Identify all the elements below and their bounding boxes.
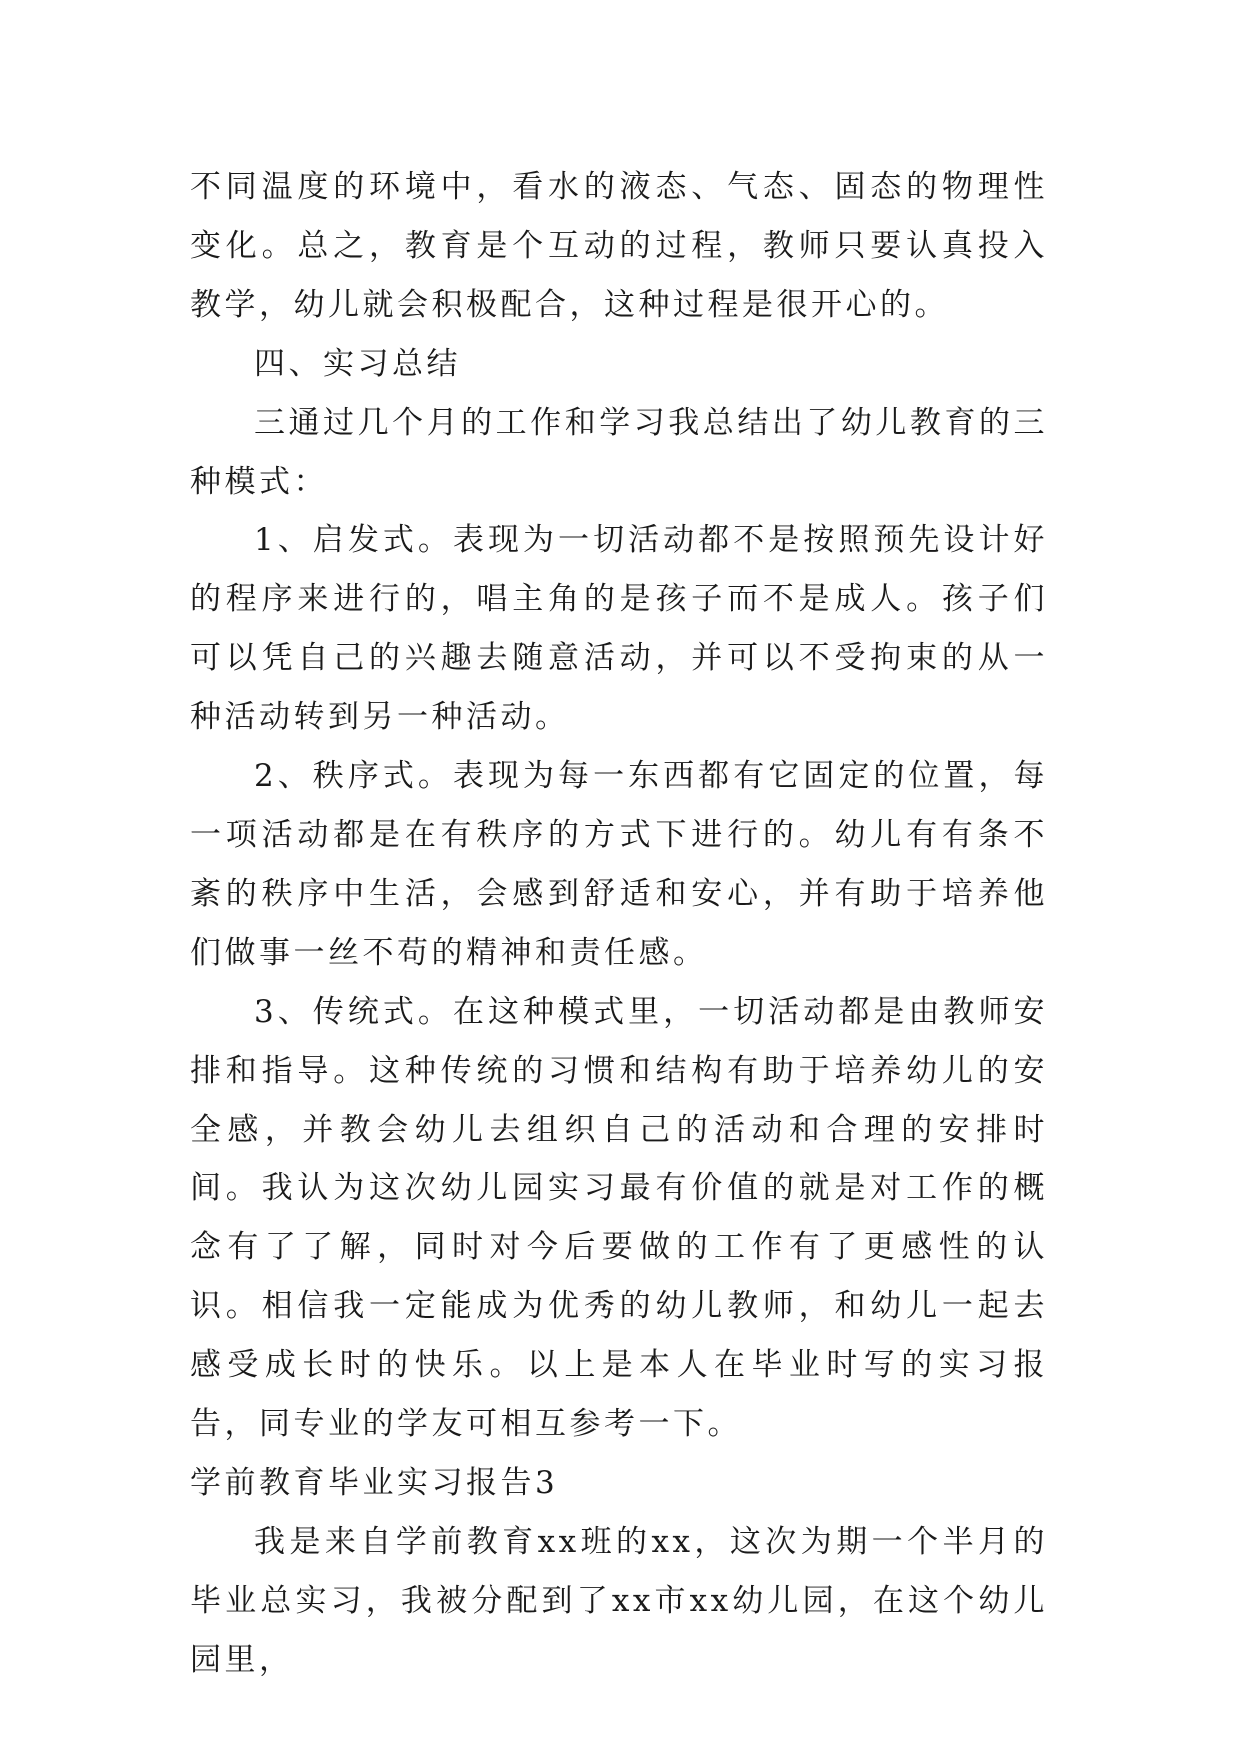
section-heading-internship-summary: 四、实习总结: [254, 345, 461, 382]
document-body: [190, 158, 1048, 1690]
paragraph-water-states: 不同温度的环境中，看水的液态、气态、固态的物理性变化。总之，教育是个互动的过程，教师只要认真投入教学，幼儿就会积极配合，这种过程是很开心的。: [190, 169, 1048, 323]
report-title-3: 学前教育毕业实习报告3: [190, 1464, 559, 1501]
paragraph-report-3-intro: 我是来自学前教育xx班的xx，这次为期一个半月的毕业总实习，我被分配到了xx市xx幼儿园，在这个幼儿园里，: [190, 1523, 1048, 1678]
paragraph-mode-3-traditional: 3、传统式。在这种模式里，一切活动都是由教师安排和指导。这种传统的习惯和结构有助于培养幼儿的安全感，并教会幼儿去组织自己的活动和合理的安排时间。我认为这次幼儿园实习最有价值的就是对工作的概念有了了解，同时对今后要做的工作有了更感性的认识。相信我一定能成为优秀的幼儿教师，和幼儿一起去感受成长时的快乐。以上是本人在毕业时写的实习报告，同专业的学友可相互参考一下。: [190, 993, 1048, 1443]
paragraph-three-modes-intro: 三通过几个月的工作和学习我总结出了幼儿教育的三种模式：: [190, 404, 1048, 500]
paragraph-mode-2-orderly: 2、秩序式。表现为每一东西都有它固定的位置，每一项活动都是在有秩序的方式下进行的。幼儿有有条不紊的秩序中生活，会感到舒适和安心，并有助于培养他们做事一丝不苟的精神和责任感。: [190, 758, 1048, 971]
paragraph-mode-1-inspirational: 1、启发式。表现为一切活动都不是按照预先设计好的程序来进行的，唱主角的是孩子而不是成人。孩子们可以凭自己的兴趣去随意活动，并可以不受拘束的从一种活动转到另一种活动。: [190, 522, 1048, 736]
